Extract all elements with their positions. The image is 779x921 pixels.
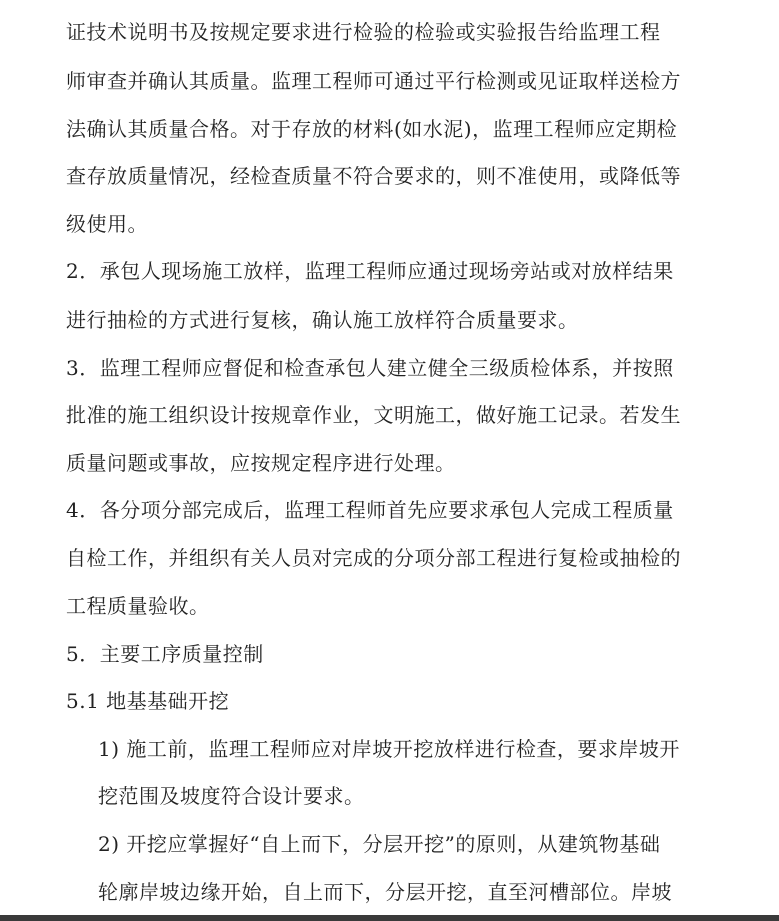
text-line-3: 法确认其质量合格。对于存放的材料(如水泥)，监理工程师应定期检 [66, 117, 678, 141]
sub-item-2-line-1: 2) 开挖应掌握好“自上而下，分层开挖”的原则，从建筑物基础 [98, 832, 661, 856]
sub-item-1-line-1: 1) 施工前，监理工程师应对岸坡开挖放样进行检查，要求岸坡开 [98, 737, 680, 761]
item-4-line-1: 4．各分项分部完成后，监理工程师首先应要求承包人完成工程质量 [66, 498, 674, 522]
text-line-2: 师审查并确认其质量。监理工程师可通过平行检测或见证取样送检方 [66, 69, 681, 93]
sub-item-1-line-2: 挖范围及坡度符合设计要求。 [98, 784, 365, 808]
section-5-1-heading: 5.1 地基基础开挖 [66, 689, 230, 713]
section-5-heading: 5．主要工序质量控制 [66, 642, 264, 666]
text-line-1: 证技术说明书及按规定要求进行检验的检验或实验报告给监理工程 [66, 20, 661, 44]
item-3-line-2: 批准的施工组织设计按规章作业，文明施工，做好施工记录。若发生 [66, 403, 681, 427]
page-bottom-border [0, 915, 779, 921]
item-4-line-3: 工程质量验收。 [66, 594, 210, 618]
text-line-5: 级使用。 [66, 212, 148, 236]
sub-item-2-line-2: 轮廓岸坡边缘开始，自上而下，分层开挖，直至河槽部位。岸坡 [98, 880, 672, 904]
text-line-4: 查存放质量情况，经检查质量不符合要求的，则不准使用，或降低等 [66, 164, 681, 188]
item-3-line-3: 质量问题或事故，应按规定程序进行处理。 [66, 451, 456, 475]
item-2-line-1: 2．承包人现场施工放样，监理工程师应通过现场旁站或对放样结果 [66, 259, 674, 283]
item-2-line-2: 进行抽检的方式进行复核，确认施工放样符合质量要求。 [66, 308, 579, 332]
item-4-line-2: 自检工作，并组织有关人员对完成的分项分部工程进行复检或抽检的 [66, 546, 681, 570]
item-3-line-1: 3．监理工程师应督促和检查承包人建立健全三级质检体系，并按照 [66, 356, 674, 380]
